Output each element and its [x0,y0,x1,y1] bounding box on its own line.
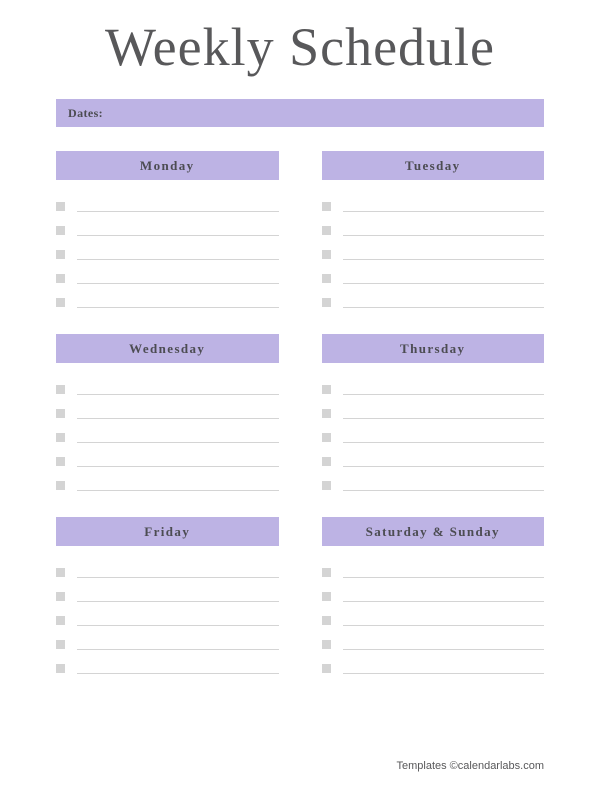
write-line[interactable] [77,601,279,602]
checkbox-icon[interactable] [322,385,331,394]
write-line[interactable] [77,442,279,443]
checkbox-icon[interactable] [56,568,65,577]
task-row[interactable] [322,190,545,214]
task-row[interactable] [56,238,279,262]
task-row[interactable] [322,445,545,469]
checkbox-icon[interactable] [322,664,331,673]
task-row[interactable] [56,286,279,310]
task-row[interactable] [322,604,545,628]
task-row[interactable] [322,628,545,652]
checkbox-icon[interactable] [322,250,331,259]
task-row[interactable] [56,469,279,493]
write-line[interactable] [77,211,279,212]
write-line[interactable] [343,307,545,308]
day-lines [322,190,545,310]
write-line[interactable] [343,490,545,491]
page-title: Weekly Schedule [104,17,496,77]
checkbox-icon[interactable] [56,250,65,259]
footer-credit: Templates ©calendarlabs.com [396,760,544,772]
task-row[interactable] [322,469,545,493]
write-line[interactable] [77,649,279,650]
checkbox-icon[interactable] [56,298,65,307]
checkbox-icon[interactable] [322,409,331,418]
task-row[interactable] [56,397,279,421]
day-lines [322,556,545,676]
task-row[interactable] [56,262,279,286]
day-block [322,334,545,493]
task-row[interactable] [56,445,279,469]
task-row[interactable] [322,421,545,445]
write-line[interactable] [343,418,545,419]
write-line[interactable] [343,211,545,212]
dates-label: Dates: [68,105,104,120]
checkbox-icon[interactable] [322,457,331,466]
write-line[interactable] [77,235,279,236]
day-block [56,517,279,676]
write-line[interactable] [77,283,279,284]
checkbox-icon[interactable] [56,409,65,418]
checkbox-icon[interactable] [56,592,65,601]
day-header: Monday [56,151,279,180]
day-lines [56,556,279,676]
checkbox-icon[interactable] [322,226,331,235]
write-line[interactable] [343,394,545,395]
task-row[interactable] [322,373,545,397]
write-line[interactable] [343,466,545,467]
checkbox-icon[interactable] [322,568,331,577]
checkbox-icon[interactable] [322,274,331,283]
day-grid [56,151,544,676]
task-row[interactable] [56,604,279,628]
day-header: Friday [56,517,279,546]
task-row[interactable] [322,556,545,580]
day-header: Tuesday [322,151,545,180]
task-row[interactable] [56,373,279,397]
task-row[interactable] [322,397,545,421]
day-header: Wednesday [56,334,279,363]
task-row[interactable] [56,421,279,445]
task-row[interactable] [322,652,545,676]
day-header: Thursday [322,334,545,363]
write-line[interactable] [77,418,279,419]
task-row[interactable] [322,286,545,310]
task-row[interactable] [56,190,279,214]
dates-bar[interactable] [56,99,544,127]
day-lines [322,373,545,493]
checkbox-icon[interactable] [56,616,65,625]
day-block [322,517,545,676]
write-line[interactable] [77,394,279,395]
write-line[interactable] [343,235,545,236]
write-line[interactable] [343,673,545,674]
task-row[interactable] [322,238,545,262]
write-line[interactable] [343,259,545,260]
task-row[interactable] [56,628,279,652]
write-line[interactable] [343,625,545,626]
task-row[interactable] [322,262,545,286]
day-block [56,151,279,310]
checkbox-icon[interactable] [322,298,331,307]
checkbox-icon[interactable] [322,592,331,601]
checkbox-icon[interactable] [322,433,331,442]
write-line[interactable] [77,673,279,674]
write-line[interactable] [343,283,545,284]
checkbox-icon[interactable] [322,202,331,211]
write-line[interactable] [343,601,545,602]
checkbox-icon[interactable] [56,433,65,442]
checkbox-icon[interactable] [56,202,65,211]
task-row[interactable] [56,214,279,238]
day-lines [56,373,279,493]
write-line[interactable] [77,259,279,260]
checkbox-icon[interactable] [322,481,331,490]
checkbox-icon[interactable] [56,385,65,394]
day-lines [56,190,279,310]
day-header: Saturday & Sunday [322,517,545,546]
checkbox-icon[interactable] [56,274,65,283]
day-block [322,151,545,310]
checkbox-icon[interactable] [56,481,65,490]
write-line[interactable] [343,442,545,443]
checkbox-icon[interactable] [322,640,331,649]
write-line[interactable] [77,490,279,491]
task-row[interactable] [322,580,545,604]
write-line[interactable] [77,466,279,467]
write-line[interactable] [343,649,545,650]
checkbox-icon[interactable] [56,664,65,673]
write-line[interactable] [77,625,279,626]
task-row[interactable] [56,652,279,676]
write-line[interactable] [77,307,279,308]
write-line[interactable] [343,577,545,578]
checkbox-icon[interactable] [56,226,65,235]
checkbox-icon[interactable] [56,640,65,649]
task-row[interactable] [56,556,279,580]
task-row[interactable] [322,214,545,238]
task-row[interactable] [56,580,279,604]
checkbox-icon[interactable] [322,616,331,625]
checkbox-icon[interactable] [56,457,65,466]
day-block [56,334,279,493]
write-line[interactable] [77,577,279,578]
